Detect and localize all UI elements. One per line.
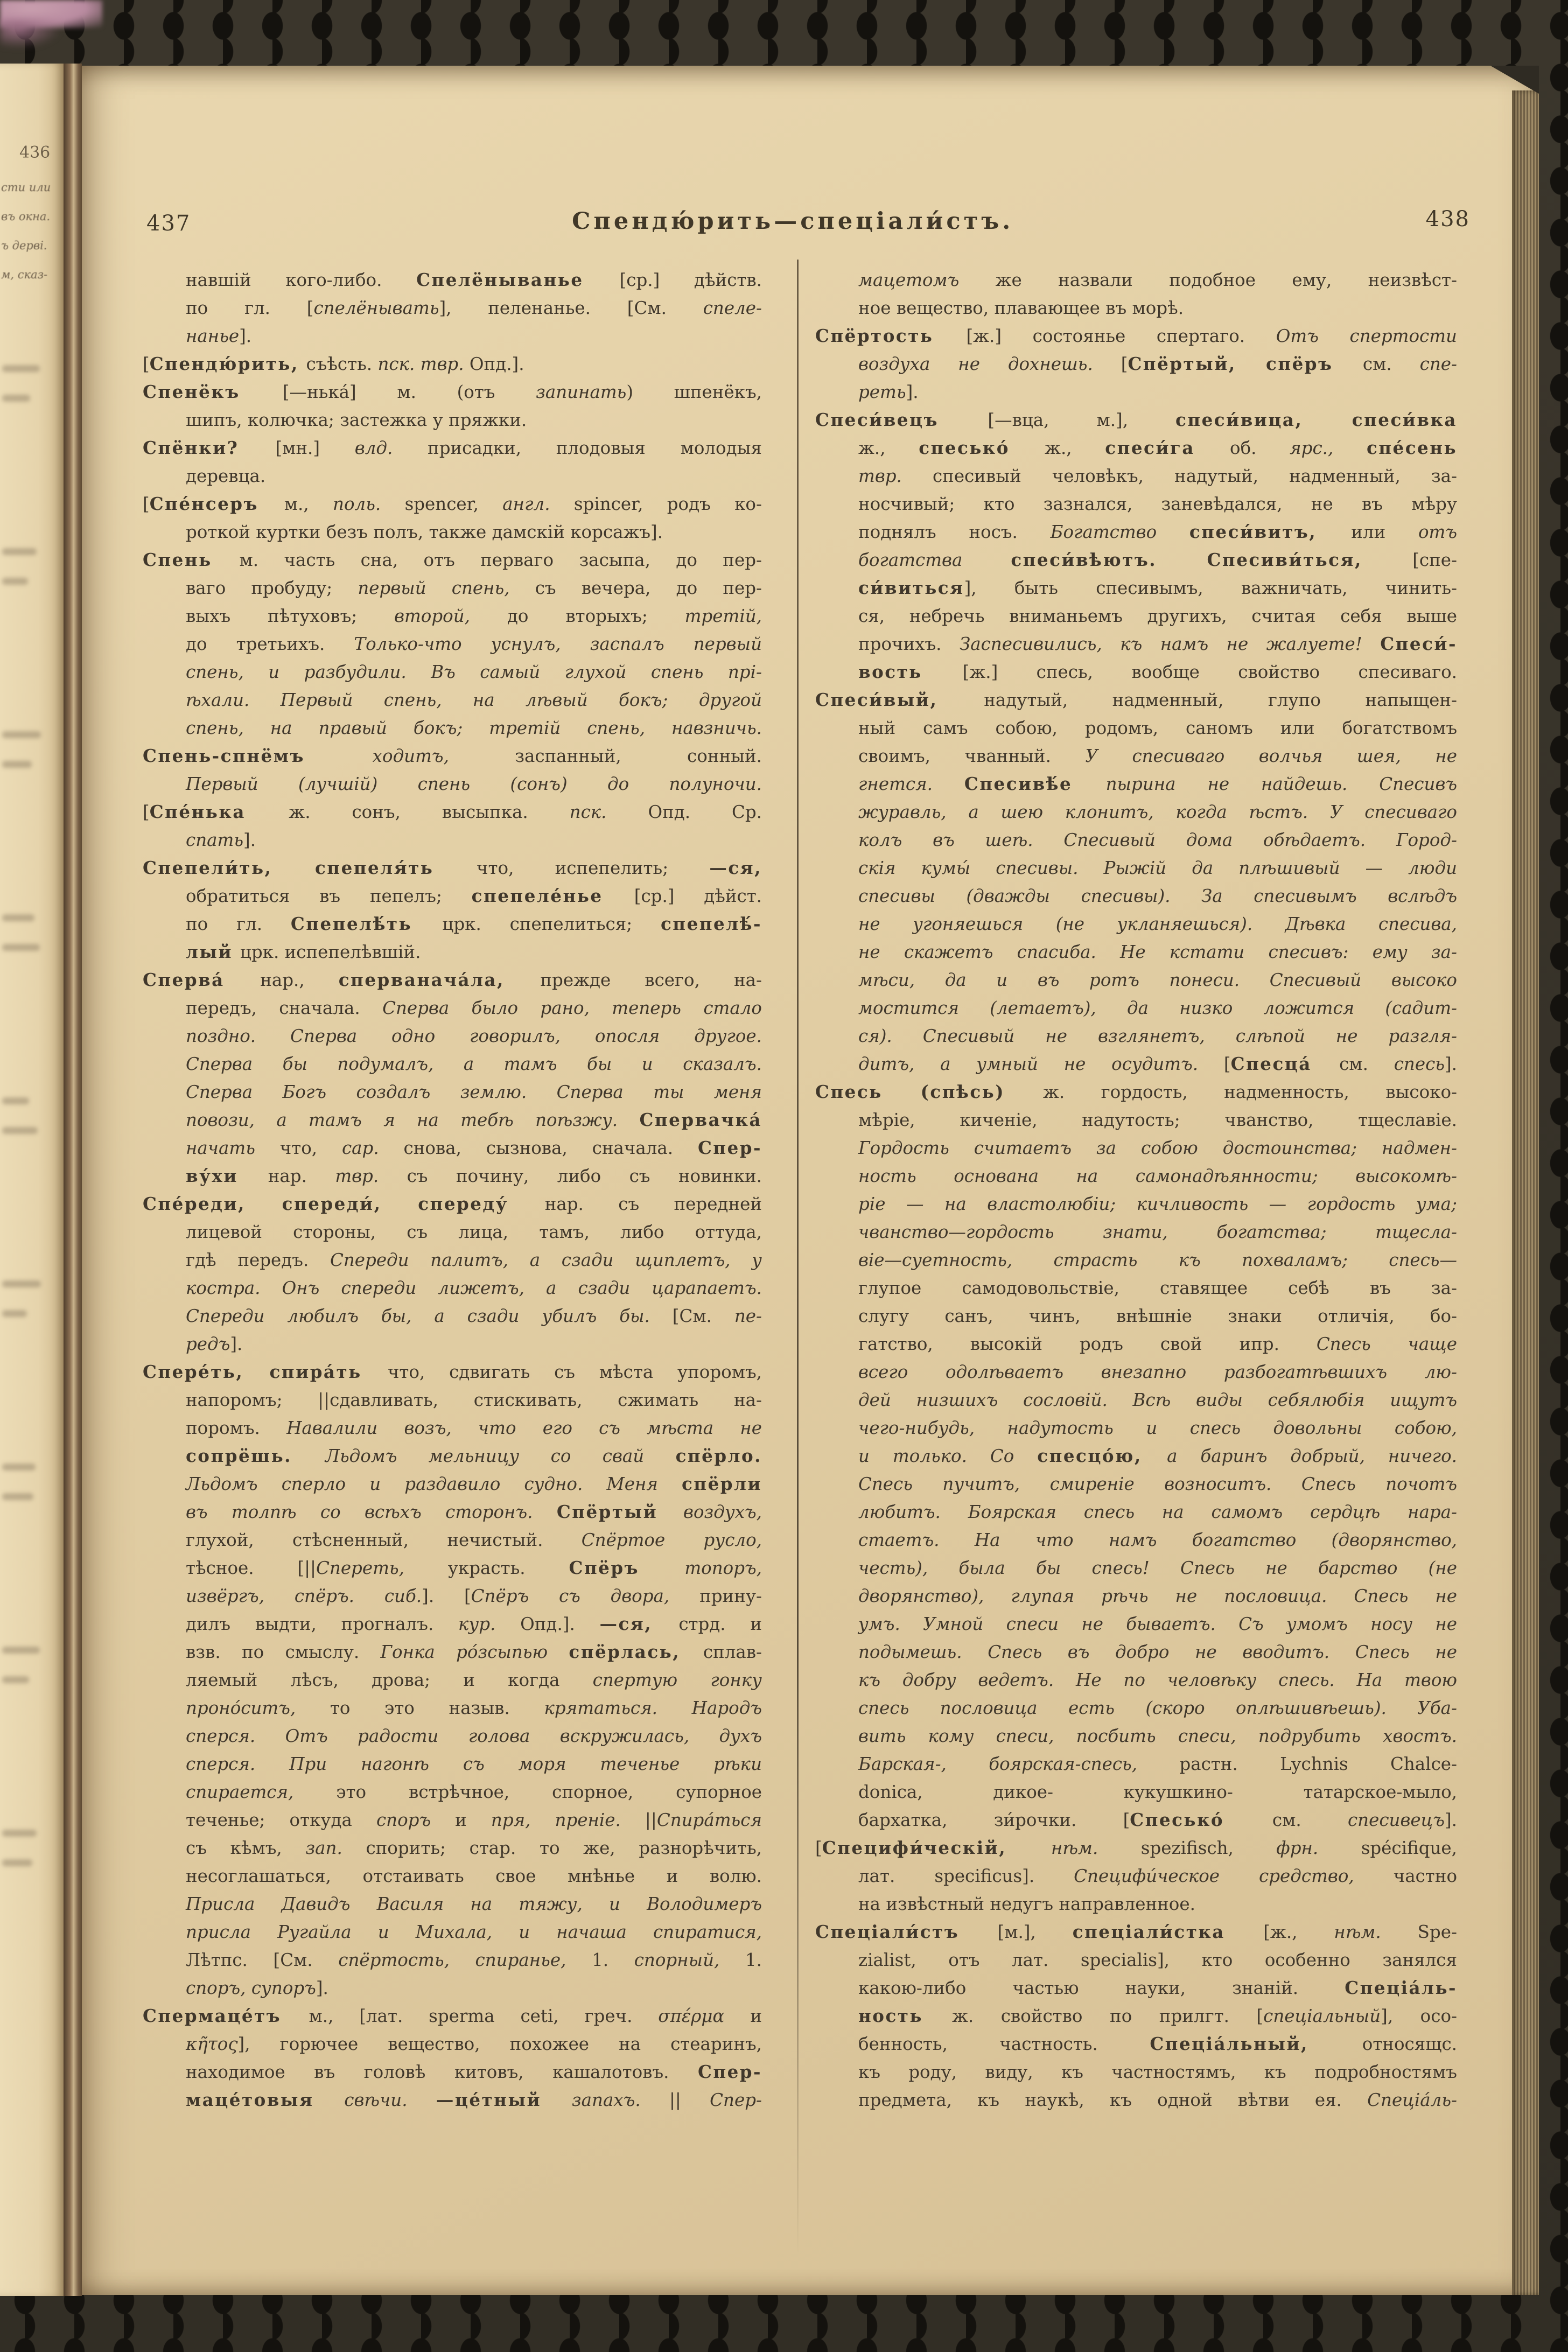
text-line: ное вещество, плавающее въ морѣ. [858, 298, 1184, 318]
text-line: zialist, отъ лат. specialis], кто особенно занялся [858, 1950, 1457, 1970]
text-line: роткой куртки безъ полъ, также дамскій корсажъ]. [186, 522, 663, 542]
text-line: твр. спесивый человѣкъ, надутый, надменный, за- [858, 466, 1458, 486]
text-line: теченье; откуда споръ и пря, преніе. ||Спира́ться [186, 1810, 762, 1830]
text-line: ляемый лѣсъ, дрова; и когда спертую гонку [186, 1670, 762, 1690]
text-line: бенность, частность. Спеціа́льный, относящс. [858, 2033, 1457, 2054]
page-number-left: 437 [146, 211, 191, 236]
text-line: ѣхали. Первый спень, на лѣвый бокъ; другой [186, 690, 762, 710]
text-line: передъ, сначала. Сперва было рано, теперь стало [186, 998, 762, 1018]
text-line: умъ. Умной спеси не бываетъ. Съ умомъ носу не [858, 1614, 1457, 1634]
edge-illegible-mark [2, 395, 30, 402]
text-line: Лѣтпс. [См. спёртость, спиранье, 1. спорный, 1. [186, 1950, 762, 1970]
edge-illegible-mark [2, 1127, 38, 1134]
page-number-right: 438 [1425, 207, 1470, 232]
text-line: костра. Онъ спереди лижетъ, а сзади царапаетъ. [186, 1278, 762, 1298]
text-line: donica, дикое- кукушкино- татарское-мыло, [858, 1782, 1457, 1802]
text-line: чванство—гордость знати, богатства; тщесла- [858, 1222, 1457, 1242]
previous-page-edge [0, 64, 64, 2296]
text-line: Спень-спнёмъ ходитъ, заспанный, сонный. [143, 745, 762, 766]
book-gutter [64, 64, 82, 2296]
text-line: спень, и разбудили. Въ самый глухой спень прі- [186, 662, 762, 682]
text-line: повози, а тамъ я на тебѣ поѣзжу. Спервачка́ [186, 1109, 762, 1130]
text-line: нанье]. [186, 326, 252, 346]
text-line: дворянство), глупая рѣчь не пословица. Спесь не [858, 1586, 1457, 1606]
text-line: какою-либо частью науки, знаній. Спеціа́ль- [858, 1977, 1457, 1998]
text-line: реть]. [858, 382, 919, 402]
previous-page-number: 436 [19, 143, 51, 162]
text-line: извёргъ, спёръ. сиб.]. [Спёръ съ двора, прину- [186, 1586, 762, 1606]
text-line: находимое въ головѣ китовъ, кашалотовъ. Спер- [186, 2061, 762, 2082]
text-line: гатство, высокій родъ свой ипр. Спесь чаще [858, 1334, 1457, 1354]
text-line: взв. по смыслу. Гонка ро́зсыпью спёрлась, сплав- [186, 1641, 762, 1662]
text-line: и только. Со спесцо́ю, а баринъ добрый, ничего. [858, 1445, 1457, 1466]
text-line: κῆτος], горючее вещество, похожее на стеаринъ, [186, 2034, 762, 2054]
text-line: подымешь. Спесь въ добро не вводитъ. Спесь не [858, 1642, 1457, 1662]
text-line: выхъ пѣтуховъ; второй, до вторыхъ; третій, [186, 606, 762, 626]
page-header [82, 207, 1539, 239]
text-line: Спеціали́стъ [м.], спеціали́стка [ж., нѣм. Spe- [815, 1921, 1457, 1942]
text-line: Сперва бы подумалъ, а тамъ бы и сказалъ. [186, 1054, 762, 1074]
text-line: мацетомъ же назвали подобное ему, неизвѣст- [858, 270, 1457, 290]
text-line: спесь пословица есть (скоро оплѣшивѣешь). Уба- [858, 1698, 1457, 1718]
text-line: слугу санъ, чинъ, внѣшніе знаки отличія, бо- [858, 1306, 1457, 1326]
text-line: обратиться въ пепелъ; спепеле́нье [ср.] дѣйст. [186, 885, 762, 906]
text-line: въ толпѣ со всѣхъ сторонъ. Спёртый воздухъ, [186, 1501, 762, 1522]
text-line: ность ж. свойство по прилгт. [спеціальный], осо- [858, 2005, 1457, 2026]
right-column [815, 266, 1457, 2114]
text-line: Спеси́вецъ [—вца, м.], спеси́вица, спеси́вка [815, 409, 1457, 430]
text-line: по гл. [спелёнывать], пеленанье. [См. спеле- [186, 298, 762, 318]
text-line: бархатка, зи́рочки. [Спесько́ см. спесивецъ]. [858, 1809, 1457, 1830]
text-line: спирается, это встрѣчное, спорное, супорное [186, 1782, 762, 1802]
text-line: къ добру ведетъ. Не по человѣку спесь. На твою [858, 1670, 1457, 1690]
edge-illegible-mark [2, 944, 40, 951]
text-line: Спепели́ть, спепеля́ть что, испепелить; —ся, [143, 857, 762, 878]
text-line: предмета, къ наукѣ, къ одной вѣтви ея. Спеціа́ль- [858, 2090, 1457, 2110]
edge-illegible-mark [2, 761, 32, 768]
text-line: не угоняешься (не укланяешься). Дѣвка спесива, [858, 914, 1457, 934]
text-line: дей низшихъ сословій. Всѣ виды себялюбія ищутъ [858, 1390, 1457, 1410]
text-line: къ роду, виду, къ частностямъ, къ подробностямъ [858, 2062, 1457, 2082]
text-line: поромъ. Навалили возъ, что его съ мѣста не [186, 1418, 762, 1438]
text-line: поздно. Сперва одно говорилъ, опосля другое. [186, 1026, 762, 1046]
text-line: Спе́реди, спереди́, спереду́ нар. съ передней [143, 1193, 762, 1214]
text-line: Барская-, боярская-спесь, растн. Lychnis Chalce- [858, 1754, 1457, 1774]
text-line: честь), была бы спесь! Спесь не барство (не [858, 1558, 1457, 1578]
edge-illegible-mark [2, 914, 34, 921]
page-corner-cut [1490, 66, 1539, 94]
text-line: богатства спеси́вѣютъ. Спесиви́ться, [спе- [858, 549, 1457, 570]
text-line: прочихъ. Заспесивились, къ намъ не жалуете! Спеси́- [858, 633, 1457, 654]
edge-text-fragment: м, сказ- [1, 268, 48, 281]
text-line: проно́ситъ, то это назыв. крятаться. Народъ [186, 1698, 762, 1718]
text-line: глупое самодовольствіе, ставящее себѣ въ за- [858, 1278, 1457, 1298]
text-line: гнется. Спесивѣ́е пырина не найдешь. Спесивъ [858, 773, 1458, 794]
text-line: си́виться], быть спесивымъ, важничать, чинить- [858, 577, 1457, 598]
edge-illegible-mark [2, 1280, 41, 1287]
text-line: Спёртость [ж.] состоянье спертаго. Отъ спертости [815, 325, 1457, 346]
text-line: гдѣ передъ. Спереди палитъ, а сзади щиплетъ, у [186, 1250, 762, 1270]
text-line: [Спе́нсеръ м., поль. spencer, англ. spincer, родъ ко- [143, 493, 762, 514]
text-line: Льдомъ сперло и раздавило судно. Меня спёрли [186, 1473, 762, 1494]
edge-text-fragment: въ окна. [1, 210, 51, 223]
edge-illegible-mark [2, 365, 40, 372]
text-line: ся). Спесивый не взглянетъ, слѣпой не разгля- [858, 1026, 1457, 1046]
text-line: сперся. При нагонѣ съ моря теченье рѣки [186, 1754, 762, 1774]
text-line: несоглашаться, отстаивать свое мнѣнье и волю. [186, 1866, 762, 1886]
edge-illegible-mark [2, 1859, 32, 1866]
text-line: Спенёкъ [—нька́] м. (отъ запинать) шпенёкъ, [143, 381, 762, 402]
edge-illegible-mark [2, 1830, 37, 1837]
text-line: Первый (лучшій) спень (сонъ) до полуночи. [186, 774, 762, 794]
text-line: сперся. Отъ радости голова вскружилась, духъ [186, 1726, 762, 1746]
text-line: деревца. [186, 466, 266, 486]
edge-illegible-mark [2, 1310, 27, 1317]
text-line: лый црк. испепелѣвшій. [186, 941, 421, 962]
edge-illegible-mark [2, 548, 37, 555]
text-line: скія кумы́ спесивы. Рыжій да плѣшивый — люди [858, 858, 1457, 878]
text-line: ность основана на самонадѣянности; высокомѣ- [858, 1166, 1457, 1186]
text-line: по гл. Спепелѣ́ть црк. спепелиться; спепелѣ́- [186, 913, 762, 934]
text-line: поднялъ носъ. Богатство спеси́витъ, или отъ [858, 521, 1457, 542]
text-line: Сперва́ нар., сперванача́ла, прежде всего, на- [143, 969, 762, 990]
text-line: [Специфи́ческій, нѣм. spezifisch, фрн. spécifique, [815, 1837, 1457, 1858]
text-line: присла Ругайла и Михала, и начаша спиратися, [186, 1922, 762, 1942]
edge-illegible-mark [2, 731, 41, 738]
text-line: дитъ, а умный не осудитъ. [Спесца́ см. спесь]. [858, 1053, 1457, 1074]
text-line: маце́товыя свѣчи. —це́тный запахъ. || Спер- [186, 2089, 762, 2110]
book-cover-corner-shadow [0, 19, 59, 47]
text-line: мѣси, да и въ ротъ понеси. Спесивый высоко [858, 970, 1457, 990]
column-divider [797, 260, 799, 2255]
text-line: на извѣстный недугъ направленное. [858, 1894, 1195, 1914]
edge-text-fragment: сти или [1, 181, 51, 194]
text-line: журавль, а шею клонитъ, когда ѣстъ. У спесиваго [858, 802, 1457, 822]
text-line: глухой, стѣсненный, нечистый. Спёртое русло, [186, 1530, 762, 1550]
text-line: ріе — на властолюбіи; кичливость — гордость ума; [858, 1194, 1457, 1214]
text-line: мѣріе, киченіе, надутость; чванство, тщеславіе. [858, 1110, 1457, 1130]
text-line: [Спе́нька ж. сонъ, высыпка. пск. Опд. Ср. [143, 801, 762, 822]
text-line: напоромъ; ||сдавливать, стискивать, сжимать на- [186, 1390, 762, 1410]
text-line: ву́хи нар. твр. съ почину, либо съ новинки. [186, 1165, 762, 1186]
text-line: Спере́ть, спира́ть что, сдвигать съ мѣста упоромъ, [143, 1361, 762, 1382]
text-line: мостится (летаетъ), да низко ложится (садит- [858, 998, 1457, 1018]
text-line: вить кому спеси, посбить спеси, подрубить хвостъ. [858, 1726, 1457, 1746]
text-line: стаетъ. На что намъ богатство (дворянство, [858, 1530, 1457, 1550]
text-line: Спермаце́тъ м., [лат. sperma ceti, греч. σπέρμα и [143, 2005, 762, 2026]
text-line: ный самъ собою, родомъ, саномъ или богатствомъ [858, 718, 1457, 738]
text-line: не скажетъ спасиба. Не кстати спесивъ: ему за- [858, 942, 1457, 962]
edge-text-fragment: ъ дерві. [1, 239, 47, 252]
text-line: лицевой стороны, съ лица, тамъ, либо оттуда, [186, 1222, 762, 1242]
text-line: Спесь (спѣсь) ж. гордость, надменность, высоко- [815, 1081, 1458, 1102]
text-line: всего одолѣваетъ внезапно разбогатѣвшихъ лю- [858, 1362, 1457, 1382]
text-line: тѣсное. [||Спереть, украсть. Спёръ топоръ, [186, 1557, 762, 1578]
text-line: шипъ, колючка; застежка у пряжки. [186, 410, 527, 430]
page-edge-stack [1512, 90, 1539, 2295]
text-line: вость [ж.] спесь, вообще свойство спесиваго. [858, 661, 1458, 682]
text-line: Спесь пучитъ, смиреніе возноситъ. Спесь почотъ [858, 1474, 1457, 1494]
text-line: носчивый; кто зазнался, заневѣдался, не въ мѣру [858, 494, 1457, 514]
edge-illegible-mark [2, 578, 28, 585]
text-line: споръ, супоръ]. [186, 1978, 328, 1998]
text-line: воздуха не дохнешь. [Спёртый, спёръ см. спе- [858, 353, 1457, 374]
text-line: Присла Давидъ Василя на тяжу, и Володимеръ [186, 1894, 762, 1914]
dictionary-page [82, 66, 1539, 2295]
text-line: чего-нибудь, надутость и спесь довольны собою, [858, 1418, 1457, 1438]
text-line: редъ]. [186, 1334, 243, 1354]
text-line: ся, небречь вниманьемъ другихъ, считая себя выше [858, 606, 1457, 626]
text-line: віе—суетность, страсть къ похваламъ; спесь— [858, 1250, 1457, 1270]
text-line: Спёнки? [мн.] влд. присадки, плодовыя молодыя [143, 437, 762, 458]
text-line: своимъ, чванный. У спесиваго волчья шея, не [858, 746, 1457, 766]
text-line: съ кѣмъ, зап. спорить; стар. то же, разнорѣчить, [186, 1838, 762, 1858]
text-line: Спереди любилъ бы, а сзади убилъ бы. [См. пе- [186, 1306, 762, 1326]
edge-illegible-mark [2, 1493, 33, 1500]
text-line: сопрёшь. Льдомъ мельницу со свай спёрло. [186, 1445, 762, 1466]
edge-illegible-mark [2, 1647, 40, 1654]
text-line: Гордость считаетъ за собою достоинства; надмен- [858, 1138, 1457, 1158]
text-line: Спеси́вый, надутый, надменный, глупо напыщен- [815, 689, 1457, 710]
edge-illegible-mark [2, 1097, 29, 1104]
text-line: лат. specificus]. Специфи́ческое средство, частно [858, 1866, 1458, 1886]
text-line: ваго пробуду; первый спень, съ вечера, до пер- [186, 578, 762, 598]
text-line: до третьихъ. Только-что уснулъ, заспалъ первый [186, 634, 762, 654]
text-line: [Спендю́рить, съѣсть. пск. твр. Опд.]. [143, 353, 524, 374]
edge-illegible-mark [2, 1676, 29, 1683]
text-line: навшій кого-либо. Спелёныванье [ср.] дѣйств. [186, 269, 762, 290]
text-line: спать]. [186, 830, 256, 850]
running-title: Спендю́рить—спеціали́стъ. [572, 208, 1014, 235]
text-line: Сперва Богъ создалъ землю. Сперва ты меня [186, 1082, 762, 1102]
edge-illegible-mark [2, 1464, 36, 1471]
text-line: дилъ выдти, прогналъ. кур. Опд.]. —ся, стрд. и [186, 1613, 762, 1634]
text-line: любитъ. Боярская спесь на самомъ сердцѣ нара- [858, 1502, 1457, 1522]
text-line: спесивы (дважды спесивы). За спесивымъ вслѣдъ [858, 886, 1457, 906]
text-line: начать что, сар. снова, сызнова, сначала. Спер- [186, 1137, 762, 1158]
text-line: колъ въ шеѣ. Спесивый дома обѣдаетъ. Город- [858, 830, 1457, 850]
text-line: ж., спесько́ ж., спеси́га об. ярс., спе́сень [858, 437, 1458, 458]
text-line: спень, на правый бокъ; третій спень, навзничь. [186, 718, 762, 738]
text-line: Спень м. часть сна, отъ перваго засыпа, до пер- [143, 549, 762, 570]
left-column [143, 266, 762, 2114]
